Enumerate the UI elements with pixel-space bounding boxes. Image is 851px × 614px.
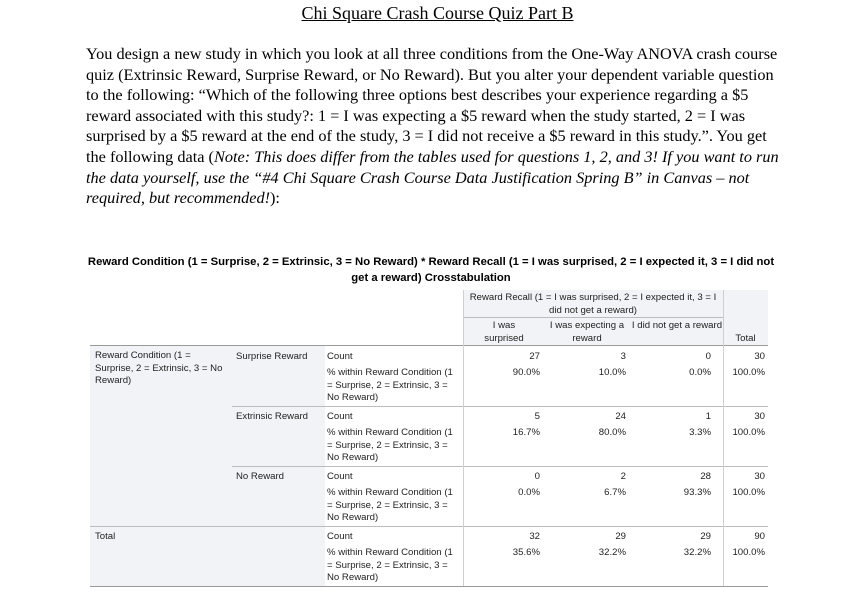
cell: 32.2% xyxy=(683,547,711,558)
total-label: Total xyxy=(95,531,116,542)
cell: 100.0% xyxy=(732,487,765,498)
header-bottom-rule xyxy=(90,345,768,346)
cell: 35.6% xyxy=(512,547,540,558)
paragraph-note: Note: This does differ from the tables used for questions 1, 2, and 3! If you want to run the data yourself, use the “#4 Chi Square Crash Course Data Justification Spring B” in Canvas – not required, but recommended! xyxy=(86,146,779,208)
cell: 1 xyxy=(705,411,711,422)
cell: 0.0% xyxy=(518,487,540,498)
column-header: I was expecting a reward xyxy=(549,320,625,344)
column-header: I did not get a reward xyxy=(631,320,723,331)
cell: 32.2% xyxy=(598,547,626,558)
cell: 90 xyxy=(754,531,765,542)
row-group-label: Surprise Reward xyxy=(236,351,308,362)
total-divider xyxy=(90,526,768,527)
cell: 24 xyxy=(615,411,626,422)
cell: 3.3% xyxy=(689,427,711,438)
cell: 29 xyxy=(700,531,711,542)
cell: 28 xyxy=(700,471,711,482)
column-header: Total xyxy=(735,333,756,344)
stat-label-percent: % within Reward Condition (1 = Surprise, 2 = Extrinsic, 3 = No Reward) xyxy=(327,547,453,583)
cell: 100.0% xyxy=(732,427,765,438)
paragraph-text: You design a new study in which you look at all three conditions from the One-Way ANOVA crash course quiz (Extrinsic Reward, Surprise Reward, or No Reward). But you alter your dependent variable question to the following: “Which of the following three options best describes your experience regarding a $5 reward associated with this study?: 1 = I was expecting a $5 reward when the study started, 2 = I was surprised by a $5 reward at the end of the study, 3 = I did not receive a $5 reward in this study.”. You get the following data ( xyxy=(86,44,778,166)
column-divider xyxy=(463,290,464,586)
crosstab-title: Reward Condition (1 = Surprise, 2 = Extrinsic, 3 = No Reward) * Reward Recall (1 = I was surprised, 2 = I expected it, 3 = I did not get a reward) Crosstabulation xyxy=(87,256,775,284)
cell: 2 xyxy=(620,471,626,482)
stat-label-count: Count xyxy=(327,351,353,362)
cell: 0.0% xyxy=(689,367,711,378)
column-header: I was surprised xyxy=(484,320,524,344)
cell: 30 xyxy=(754,471,765,482)
cell: 29 xyxy=(615,531,626,542)
stat-label-count: Count xyxy=(327,471,353,482)
cell: 27 xyxy=(529,351,540,362)
stat-label-percent: % within Reward Condition (1 = Surprise, 2 = Extrinsic, 3 = No Reward) xyxy=(327,487,453,523)
cell: 30 xyxy=(754,351,765,362)
document-title: Chi Square Crash Course Quiz Part B xyxy=(301,3,574,23)
cell: 90.0% xyxy=(512,367,540,378)
cell: 80.0% xyxy=(598,427,626,438)
stat-label-percent: % within Reward Condition (1 = Surprise, 2 = Extrinsic, 3 = No Reward) xyxy=(327,367,453,403)
header-divider xyxy=(463,317,723,318)
cell: 3 xyxy=(620,351,626,362)
cell: 32 xyxy=(529,531,540,542)
row-group-label: Extrinsic Reward xyxy=(236,411,308,422)
stat-label-count: Count xyxy=(327,411,353,422)
cell: 100.0% xyxy=(732,547,765,558)
cell: 5 xyxy=(534,411,540,422)
cell: 30 xyxy=(754,411,765,422)
table-bottom-rule xyxy=(90,586,768,587)
row-group-label: No Reward xyxy=(236,471,284,482)
cell: 100.0% xyxy=(732,367,765,378)
cell: 16.7% xyxy=(512,427,540,438)
stat-label-percent: % within Reward Condition (1 = Surprise, 2 = Extrinsic, 3 = No Reward) xyxy=(327,427,453,463)
cell: 0 xyxy=(534,471,540,482)
cell: 10.0% xyxy=(598,367,626,378)
cell: 0 xyxy=(705,351,711,362)
paragraph-end: ): xyxy=(270,188,280,208)
group-divider xyxy=(232,466,768,467)
column-group-header: Reward Recall (1 = I was surprised, 2 = I expected it, 3 = I did not get a reward) xyxy=(469,292,717,316)
cell: 93.3% xyxy=(683,487,711,498)
stat-label-count: Count xyxy=(327,531,353,542)
row-variable-label: Reward Condition (1 = Surprise, 2 = Extrinsic, 3 = No Reward) xyxy=(95,350,223,386)
cell: 6.7% xyxy=(604,487,626,498)
group-divider xyxy=(232,406,768,407)
